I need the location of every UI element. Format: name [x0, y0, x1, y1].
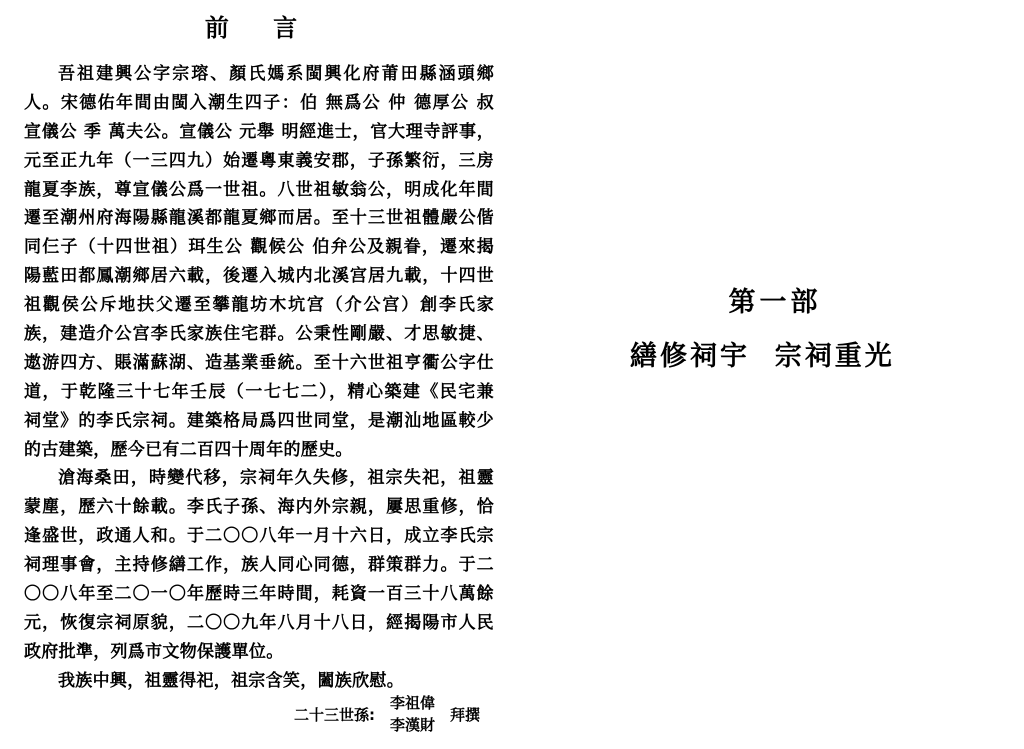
preface-line: 道，于乾隆三十七年壬辰（一七七二），精心築建《民宅兼 [24, 381, 494, 402]
preface-line: 吾祖建興公字宗瑢、顏氏媽系閩興化府莆田縣涵頭鄉 [58, 64, 494, 84]
part-subtitle: 繕修祠宇 宗祠重光 [630, 341, 895, 372]
preface-line: 我族中興，祖靈得祀，祖宗含笑，闔族欣慰。 [58, 670, 404, 691]
preface-line: 宣儀公 季 萬夫公。宣儀公 元舉 明經進士，官大理寺評事， [24, 121, 494, 142]
preface-line: 的古建築，歷今已有二百四十周年的歷史。 [24, 439, 353, 460]
preface-line: 族，建造介公宫李氏家族住宅群。公秉性剛嚴、才思敏捷、 [24, 324, 494, 345]
signature-name: 李漢財 [390, 716, 436, 734]
signature-prefix: 二十三世孫: [294, 706, 375, 724]
preface-line: 祠理事會，主持修繕工作，族人同心同德，群策群力。于二 [24, 555, 494, 576]
preface-line: 遨游四方、賬滿蘇湖、造基業垂統。至十六世祖亨衢公字仕 [24, 352, 494, 373]
signature-suffix: 拜撰 [450, 706, 481, 724]
part-title: 第一部 [728, 287, 822, 318]
signature-names [390, 692, 435, 736]
preface-line: 龍夏李族，尊宣儀公爲一世祖。八世祖敏翁公，明成化年間 [24, 179, 494, 200]
preface-line: 政府批準，列爲市文物保護單位。 [24, 641, 284, 662]
preface-line: 遷至潮州府海陽縣龍溪都龍夏鄉而居。至十三世祖體嚴公偕 [24, 208, 494, 229]
preface-line: 滄海桑田，時變代移，宗祠年久失修，祖宗失祀，祖靈 [58, 468, 494, 489]
signature-name: 李祖偉 [390, 694, 436, 712]
preface-line: 祠堂》的李氏宗祠。建築格局爲四世同堂，是潮汕地區較少 [24, 410, 494, 431]
signature-block [294, 690, 494, 740]
preface-line: 逢盛世，政通人和。于二〇〇八年一月十六日，成立李氏宗 [24, 526, 494, 547]
preface-line: 蒙塵，歷六十餘載。李氏子孫、海内外宗親，屢思重修，恰 [24, 497, 494, 518]
part-page [560, 0, 1000, 749]
preface-line: 〇〇八年至二〇一〇年歷時三年時間，耗資一百三十八萬餘 [24, 584, 494, 605]
preface-line: 元，恢復宗祠原貌，二〇〇九年八月十八日，經揭陽市人民 [24, 612, 494, 633]
preface-line: 元至正九年（一三四九）始遷粵東義安郡，子孫繁衍，三房 [24, 150, 494, 171]
preface-title: 前 言 [204, 14, 316, 42]
preface-line: 同仨子（十四世祖）珥生公 觀候公 伯弁公及親眷，遷來揭 [24, 237, 494, 258]
preface-page [20, 0, 500, 749]
preface-line: 陽藍田都鳳潮鄉居六載，後遷入城内北溪宫居九載，十四世 [24, 266, 494, 287]
preface-body [24, 60, 494, 696]
preface-line: 祖觀侯公斥地扶父遷至攀龍坊木坑宫（介公宫）創李氏家 [24, 295, 494, 316]
preface-line: 人。宋德佑年間由閩入潮生四子：伯 無爲公 仲 德厚公 叔 [24, 92, 494, 113]
